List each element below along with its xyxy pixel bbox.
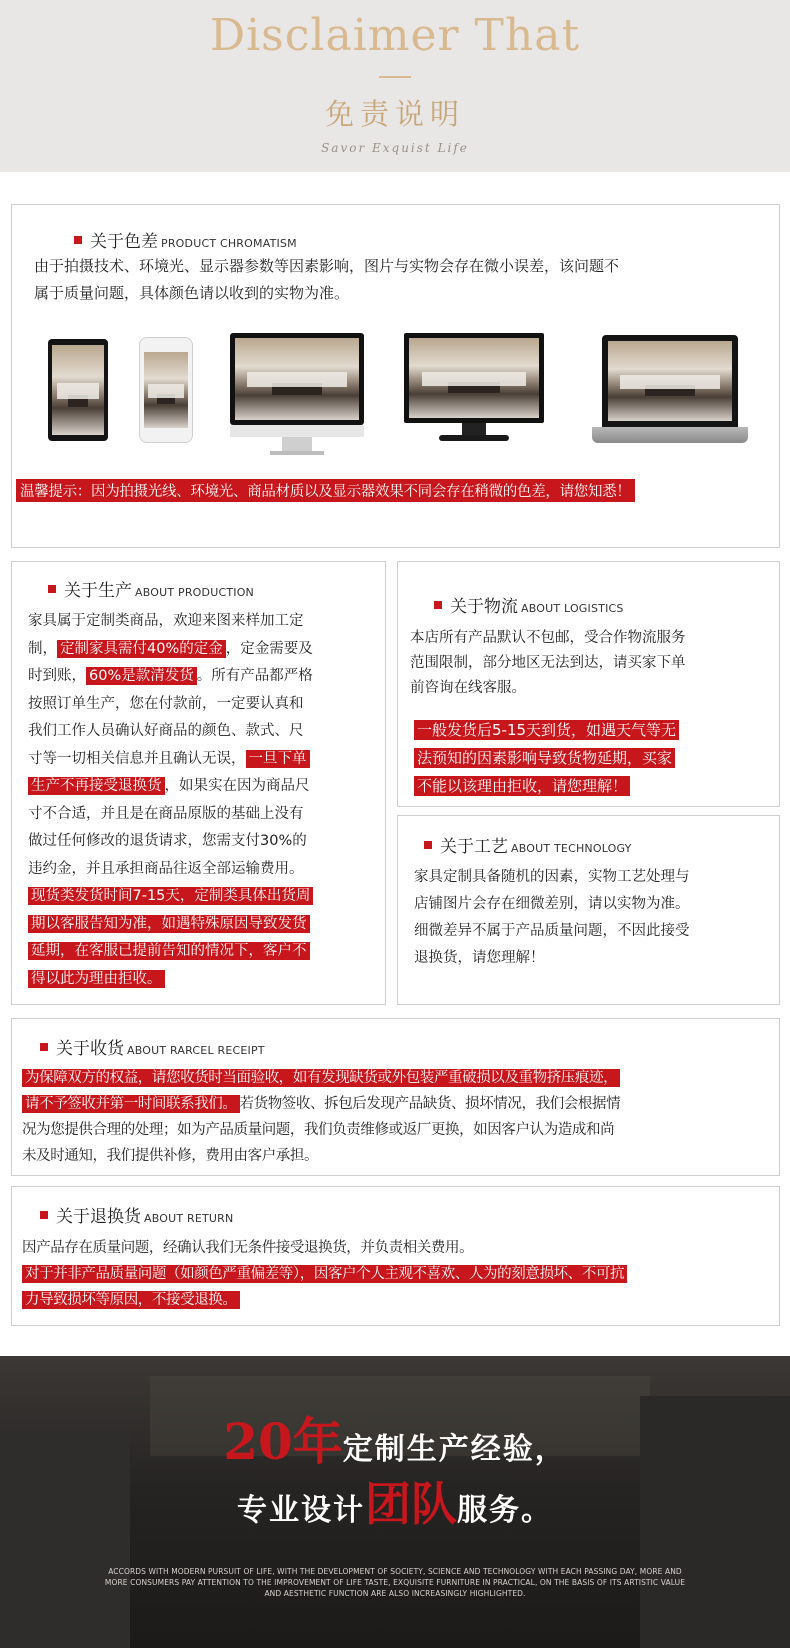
banner-line-1 <box>0 1402 790 1474</box>
text-line: 法预知的因素影响导致货物延期，买家 <box>414 744 780 772</box>
text-line: 违约金，并且承担商品往返全部运输费用。 <box>28 860 304 877</box>
section-title-en: ABOUT RETURN <box>144 1212 234 1225</box>
production-text <box>28 608 383 993</box>
header-divider <box>379 76 411 78</box>
section-title-cn: 关于色差 <box>90 232 158 252</box>
receipt-section <box>11 1018 780 1176</box>
banner-team: 团队 <box>365 1477 457 1531</box>
text-line: 范围限制，部分地区无法到达，请买家下单 <box>410 655 686 671</box>
header-title-cn: 免责说明 <box>324 97 465 131</box>
text-line: 现货类发货时间7-15天，定制类具体出货周 <box>28 883 383 911</box>
section-title-en: PRODUCT CHROMATISM <box>161 237 297 250</box>
receipt-title <box>40 1034 265 1059</box>
text-line: 为保障双方的权益，请您收货时当面验收，如有发现缺货或外包装严重破损以及重物挤压痕迹， <box>22 1065 778 1091</box>
section-title-cn: 关于生产 <box>64 581 132 601</box>
text-line: 退换货，请您理解！ <box>414 950 545 966</box>
text-line: 得以此为理由拒收。 <box>28 966 383 994</box>
page-header <box>0 0 790 172</box>
receipt-text <box>22 1065 778 1169</box>
text-line: 细微差异不属于产品质量问题，不因此接受 <box>414 923 690 939</box>
text-line: 制， 定制家具需付40%的定金 ，定金需要及 <box>28 640 313 657</box>
chromatism-text <box>34 253 774 307</box>
chromatism-title <box>74 227 297 252</box>
text-line: 寸等一切相关信息并且确认无误， 一旦下单 <box>28 746 383 774</box>
bullet-square-icon <box>40 1043 48 1051</box>
footer-banner <box>0 1356 790 1648</box>
text-line: 不能以该理由拒收，请您理解！ <box>414 772 780 800</box>
section-title-en: ABOUT RARCEL RECEIPT <box>127 1044 265 1057</box>
bullet-square-icon <box>424 841 432 849</box>
text-line: 况为您提供合理的处理；如为产品质量问题，我们负责维修或返厂更换，如因客户认为造成和尚 <box>22 1122 615 1138</box>
technology-text <box>414 864 780 972</box>
text-line: 因产品存在质量问题，经确认我们无条件接受退换货，并负责相关费用。 <box>22 1240 474 1256</box>
section-title-en: ABOUT TECHNOLOGY <box>511 842 632 855</box>
text-line: 按照订单生产，您在付款前，一定要认真和 <box>28 695 304 712</box>
return-title <box>40 1202 233 1227</box>
banner-design: 专业设计 <box>237 1493 365 1528</box>
chromatism-section <box>11 204 780 548</box>
header-subtitle: Savor Exquist Life <box>321 141 469 155</box>
logistics-text <box>410 626 776 701</box>
text-line: 延期，在客服已提前告知的情况下，客户不 <box>28 938 383 966</box>
laptop-device-icon <box>592 335 748 455</box>
chromatism-warning: 温馨提示：因为拍摄光线、环境光、商品材质以及显示器效果不同会存在稍微的色差，请您知悉！ <box>16 479 635 502</box>
production-title <box>48 576 254 601</box>
bullet-square-icon <box>434 601 442 609</box>
phone-device-icon <box>139 337 193 443</box>
highlight-deposit: 定制家具需付40%的定金 <box>57 640 226 658</box>
text-line: 属于质量问题，具体颜色请以收到的实物为准。 <box>34 284 350 302</box>
header-title-en: Disclaimer That <box>209 10 581 61</box>
technology-section <box>397 815 780 1005</box>
text-line: 未及时通知，我们提供补修，费用由客户承担。 <box>22 1148 319 1164</box>
text-line: 期以客服告知为准，如遇特殊原因导致发货 <box>28 911 383 939</box>
return-text <box>22 1235 778 1313</box>
text-line: 做过任何修改的退货请求，您需支付30%的 <box>28 833 307 849</box>
banner-fine-print: ACCORDS WITH MODERN PURSUIT OF LIFE, WITH THE DEVELOPMENT OF SOCIETY, SCIENCE AND TECHNOLOGY WITH EACH PASSING DAY, MORE AND MORE CONSUMERS PAY ATTENTION TO THE IMPROVEMENT OF LIFE TASTE, EXQUISITE FURNITURE IN PRACTICAL, ON THE BASIS OF ITS ARTISTIC VALUE AND AESTHETIC FUNCTION ARE ALSO INCREASINGLY HIGHLIGHTED. <box>104 1567 686 1598</box>
tablet-device-icon <box>48 339 108 441</box>
production-section <box>11 561 386 1005</box>
highlight-balance: 60%是款清发货 <box>86 667 197 685</box>
text-line: 家具定制具备随机的因素，实物工艺处理与 <box>414 869 690 885</box>
section-title-cn: 关于收货 <box>56 1039 124 1059</box>
banner-line-2 <box>0 1468 790 1534</box>
text-line: 力导致损坏等原因，不接受退换。 <box>22 1287 778 1313</box>
text-line: 时到账， 60%是款清发货 。所有产品都严格 <box>28 668 313 684</box>
device-illustrations <box>32 323 772 463</box>
section-title-cn: 关于工艺 <box>440 837 508 857</box>
text-line: 本店所有产品默认不包邮，受合作物流服务 <box>410 630 686 646</box>
highlight-no-return: 一旦下单 <box>246 750 310 768</box>
section-title-cn: 关于退换货 <box>56 1207 141 1227</box>
text-line: 店铺图片会存在细微差别，请以实物为准。 <box>414 896 690 912</box>
technology-title <box>424 832 632 857</box>
text-line: 前咨询在线客服。 <box>410 680 526 696</box>
bullet-square-icon <box>48 585 56 593</box>
text-line: 家具属于定制类商品，欢迎来图来样加工定 <box>28 613 304 629</box>
section-title-en: ABOUT LOGISTICS <box>521 602 624 615</box>
banner-service: 服务。 <box>457 1493 553 1528</box>
banner-experience: 定制生产经验， <box>342 1432 567 1467</box>
text-line: 我们工作人员确认好商品的颜色、款式、尺 <box>28 723 304 739</box>
section-title-en: ABOUT PRODUCTION <box>135 586 254 599</box>
text-line: 一般发货后5-15天到货，如遇天气等无 <box>414 716 780 744</box>
section-title-cn: 关于物流 <box>450 597 518 617</box>
monitor-device-icon <box>404 333 544 453</box>
return-section <box>11 1186 780 1326</box>
text-line: 寸不合适，并且是在商品原版的基础上没有 <box>28 805 304 822</box>
highlight-no-return: 生产不再接受退换货 <box>28 777 165 795</box>
logistics-title <box>434 592 624 617</box>
text-line: 对于并非产品质量问题（如颜色严重偏差等），因客户个人主观不喜欢、人为的刻意损坏、不可抗 <box>22 1261 778 1287</box>
bullet-square-icon <box>40 1211 48 1219</box>
text-line: 请不予签收并第一时间联系我们。 若货物签收、拆包后发现产品缺货、损坏情况，我们会根据情 <box>22 1091 778 1117</box>
imac-device-icon <box>230 333 364 457</box>
logistics-section <box>397 561 780 807</box>
text-line: 生产不再接受退换货 ，如果实在因为商品尺 <box>28 773 383 801</box>
logistics-highlight <box>414 716 780 800</box>
bullet-square-icon <box>74 236 82 244</box>
text-line: 由于拍摄技术、环境光、显示器参数等因素影响，图片与实物会存在微小误差，该问题不 <box>34 257 620 275</box>
banner-years: 20年 <box>223 1412 343 1471</box>
